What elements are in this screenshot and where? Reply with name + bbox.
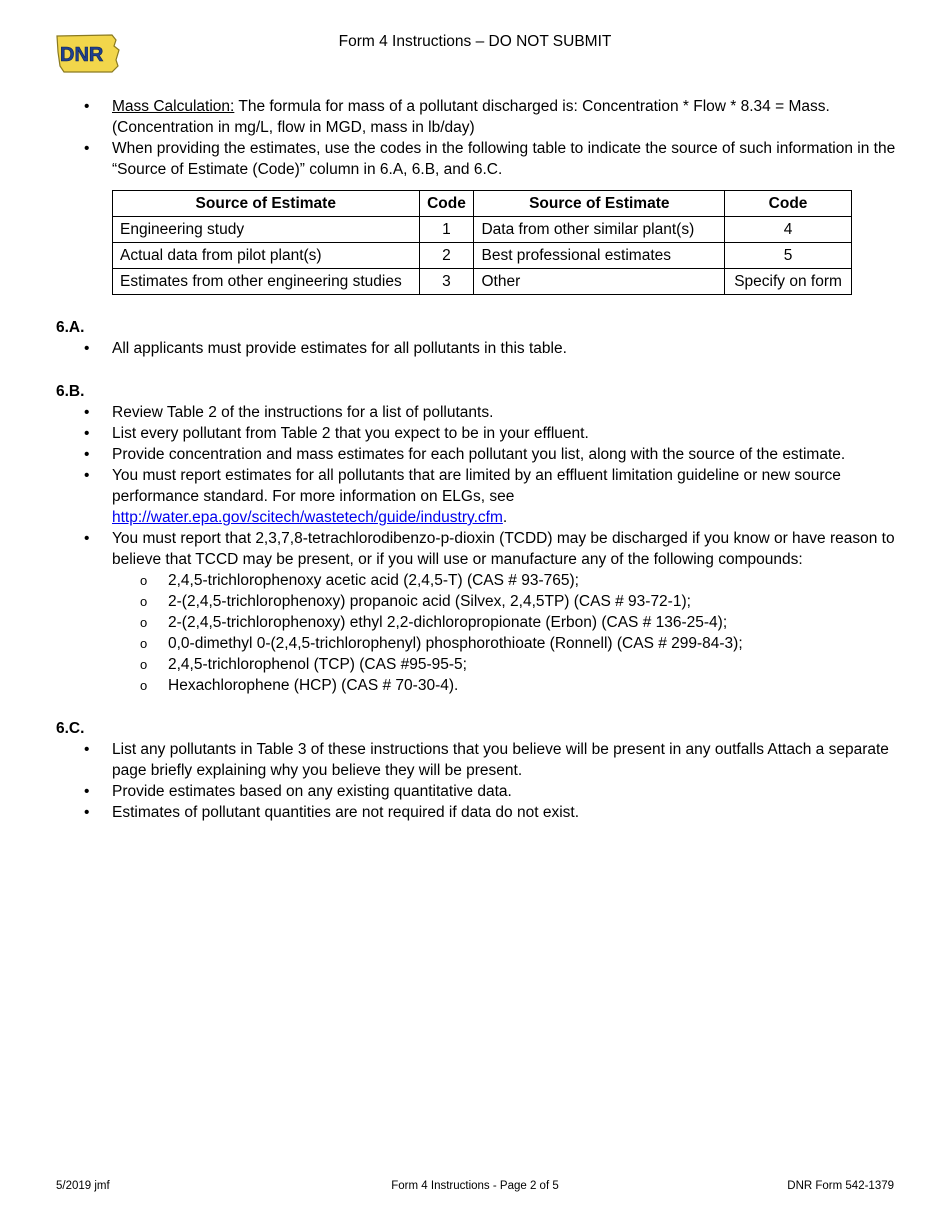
table-cell: 2: [419, 243, 474, 269]
table-cell: Best professional estimates: [474, 243, 725, 269]
list-item: • All applicants must provide estimates for all pollutants in this table.: [56, 338, 896, 359]
list-item: • Provide concentration and mass estimates for each pollutant you list, along with the source of the estimate.: [56, 444, 896, 465]
table-cell: 3: [419, 269, 474, 295]
compound-item: o 2,4,5-trichlorophenol (TCP) (CAS #95-95-5;: [112, 654, 896, 675]
compound-item: o 2,4,5-trichlorophenoxy acetic acid (2,4,5-T) (CAS # 93-765);: [112, 570, 896, 591]
table-cell: 4: [725, 217, 852, 243]
elg-text: You must report estimates for all pollutants that are limited by an effluent limitation guideline or new source performance standard. For more information on ELGs, see: [112, 467, 841, 505]
list-item: [56, 96, 896, 138]
elg-end: .: [502, 509, 508, 526]
list-item: [56, 528, 896, 696]
column-header: Code: [419, 191, 474, 217]
section-6b-heading: 6.B.: [56, 383, 85, 400]
column-header: Source of Estimate: [113, 191, 420, 217]
table-header-row: [113, 191, 852, 217]
table-row: [113, 243, 852, 269]
table-cell: 1: [419, 217, 474, 243]
mass-calculation-text: The formula for mass of a pollutant discharged is: Concentration * Flow * 8.34 = Mass. (Concentration in mg/L, flow in MGD, mass in lb/day): [112, 98, 830, 136]
compound-list: [112, 570, 896, 696]
table-cell: Actual data from pilot plant(s): [113, 243, 420, 269]
list-item: • Review Table 2 of the instructions for a list of pollutants.: [56, 402, 896, 423]
source-codes-table: [112, 190, 852, 295]
instructions-content: [56, 96, 896, 823]
compound-item: o 2-(2,4,5-trichlorophenoxy) ethyl 2,2-dichloropropionate (Erbon) (CAS # 136-25-4);: [112, 612, 896, 633]
table-cell: Engineering study: [113, 217, 420, 243]
table-cell: Specify on form: [725, 269, 852, 295]
table-row: [113, 269, 852, 295]
column-header: Code: [725, 191, 852, 217]
compound-item: o 2-(2,4,5-trichlorophenoxy) propanoic acid (Silvex, 2,4,5TP) (CAS # 93-72-1);: [112, 591, 896, 612]
compound-item: o 0,0-dimethyl 0-(2,4,5-trichlorophenyl) phosphorothioate (Ronnell) (CAS # 299-84-3);: [112, 633, 896, 654]
list-item: [56, 465, 896, 528]
mass-calculation-label: Mass Calculation:: [112, 98, 235, 115]
list-item: • When providing the estimates, use the codes in the following table to indicate the source of such information in the “Source of Estimate (Code)” column in 6.A, 6.B, and 6.C.: [56, 138, 896, 180]
table-cell: Data from other similar plant(s): [474, 217, 725, 243]
table-cell: Estimates from other engineering studies: [113, 269, 420, 295]
list-item: • Estimates of pollutant quantities are not required if data do not exist.: [56, 802, 896, 823]
footer-page-number: Form 4 Instructions - Page 2 of 5: [391, 1180, 559, 1192]
page-header-title: Form 4 Instructions – DO NOT SUBMIT: [338, 33, 612, 50]
table-cell: 5: [725, 243, 852, 269]
elg-link[interactable]: http://water.epa.gov/scitech/wastetech/guide/industry.cfm: [112, 509, 503, 526]
list-item: • Provide estimates based on any existing quantitative data.: [56, 781, 896, 802]
list-item: • List any pollutants in Table 3 of these instructions that you believe will be present in any outfalls Attach a separate page briefly explaining why you believe they will be present.: [56, 739, 896, 781]
column-header: Source of Estimate: [474, 191, 725, 217]
table-cell: Other: [474, 269, 725, 295]
section-6c-heading: 6.C.: [56, 720, 85, 737]
footer-form-number: DNR Form 542-1379: [787, 1180, 894, 1192]
section-6a-list: [56, 338, 896, 359]
intro-list: [56, 96, 896, 180]
list-item: • List every pollutant from Table 2 that you expect to be in your effluent.: [56, 423, 896, 444]
footer-date: 5/2019 jmf: [56, 1180, 110, 1192]
table-row: [113, 217, 852, 243]
section-6a-heading: 6.A.: [56, 319, 85, 336]
tcdd-text: You must report that 2,3,7,8-tetrachlorodibenzo-p-dioxin (TCDD) may be discharged if you know or have reason to believe that TCCD may be present, or if you will use or manufacture any of the following compounds:: [112, 530, 895, 568]
logo-text: DNR: [60, 44, 104, 66]
section-6b-list: [56, 402, 896, 696]
section-6c-list: [56, 739, 896, 823]
compound-item: o Hexachlorophene (HCP) (CAS # 70-30-4).: [112, 675, 896, 696]
